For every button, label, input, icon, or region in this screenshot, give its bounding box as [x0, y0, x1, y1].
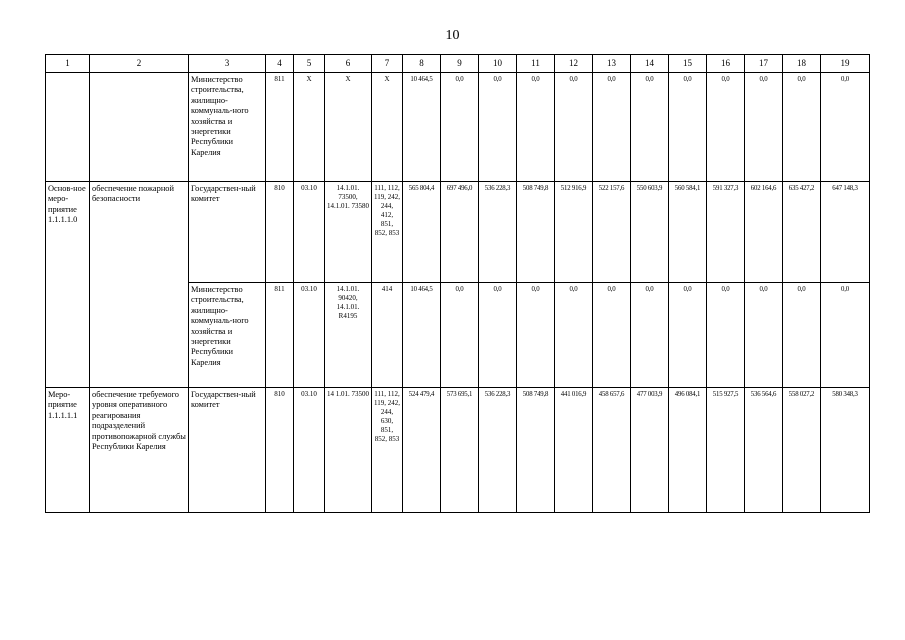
- header-cell: 1: [46, 55, 90, 73]
- header-cell: 19: [821, 55, 870, 73]
- code-cell: 111, 112, 119, 242, 244, 630, 851, 852, 853: [372, 388, 403, 513]
- header-cell: 10: [479, 55, 517, 73]
- value-cell: 512 916,9: [555, 182, 593, 283]
- executor-cell: Государствен-ный комитет: [189, 182, 266, 283]
- code-cell: 03.10: [294, 182, 325, 283]
- value-cell: 550 603,9: [631, 182, 669, 283]
- value-cell: 10 464,5: [403, 73, 441, 182]
- value-cell: 0,0: [441, 73, 479, 182]
- value-cell: 0,0: [555, 283, 593, 388]
- header-cell: 7: [372, 55, 403, 73]
- event-number-cell: Меро-приятие 1.1.1.1.1: [46, 388, 90, 513]
- value-cell: 522 157,6: [593, 182, 631, 283]
- code-cell: 811: [266, 73, 294, 182]
- value-cell: 0,0: [593, 73, 631, 182]
- event-number-cell: Основ-ное меро-приятие 1.1.1.1.0: [46, 182, 90, 388]
- value-cell: 0,0: [707, 73, 745, 182]
- code-cell: 414: [372, 283, 403, 388]
- value-cell: 602 164,6: [745, 182, 783, 283]
- value-cell: 697 496,0: [441, 182, 479, 283]
- code-cell: 14.1.01. 90420, 14.1.01. R4195: [325, 283, 372, 388]
- page-number: 10: [445, 28, 460, 43]
- value-cell: 10 464,5: [403, 283, 441, 388]
- table-header-row: [46, 55, 870, 73]
- value-cell: 0,0: [669, 73, 707, 182]
- header-cell: 3: [189, 55, 266, 73]
- header-cell: 12: [555, 55, 593, 73]
- value-cell: 458 657,6: [593, 388, 631, 513]
- executor-cell: Государствен-ный комитет: [189, 388, 266, 513]
- table-row: [46, 73, 870, 182]
- header-cell: 2: [90, 55, 189, 73]
- header-cell: 9: [441, 55, 479, 73]
- code-cell: 03.10: [294, 283, 325, 388]
- value-cell: 477 003,9: [631, 388, 669, 513]
- header-cell: 13: [593, 55, 631, 73]
- value-cell: 441 016,9: [555, 388, 593, 513]
- value-cell: 508 749,8: [517, 182, 555, 283]
- value-cell: 508 749,8: [517, 388, 555, 513]
- header-cell: 8: [403, 55, 441, 73]
- code-cell: 14.1.01. 73500, 14.1.01. 73580: [325, 182, 372, 283]
- executor-cell: Министерство строительства, жилищно-коммуналь-ного хозяйства и энергетики Республики Карелия: [189, 283, 266, 388]
- value-cell: 0,0: [669, 283, 707, 388]
- value-cell: 635 427,2: [783, 182, 821, 283]
- header-cell: 14: [631, 55, 669, 73]
- code-cell: 03.10: [294, 388, 325, 513]
- budget-table: [45, 54, 870, 513]
- header-cell: 17: [745, 55, 783, 73]
- value-cell: 0,0: [593, 283, 631, 388]
- value-cell: 0,0: [631, 73, 669, 182]
- value-cell: 573 695,1: [441, 388, 479, 513]
- table-row: [46, 182, 870, 283]
- event-number-cell: [46, 73, 90, 182]
- executor-cell: Министерство строительства, жилищно-коммуналь-ного хозяйства и энергетики Республики Карелия: [189, 73, 266, 182]
- value-cell: 536 564,6: [745, 388, 783, 513]
- value-cell: 565 804,4: [403, 182, 441, 283]
- code-cell: Х: [325, 73, 372, 182]
- code-cell: 811: [266, 283, 294, 388]
- value-cell: 536 228,3: [479, 388, 517, 513]
- value-cell: 0,0: [783, 283, 821, 388]
- value-cell: 0,0: [821, 73, 870, 182]
- value-cell: 0,0: [517, 73, 555, 182]
- event-name-cell: [90, 73, 189, 182]
- code-cell: 14 1.01. 73500: [325, 388, 372, 513]
- event-name-cell: обеспечение пожарной безопасности: [90, 182, 189, 388]
- value-cell: 0,0: [631, 283, 669, 388]
- value-cell: 0,0: [707, 283, 745, 388]
- value-cell: 0,0: [441, 283, 479, 388]
- value-cell: 647 148,3: [821, 182, 870, 283]
- table-row: [46, 388, 870, 513]
- value-cell: 0,0: [479, 73, 517, 182]
- value-cell: 496 084,1: [669, 388, 707, 513]
- code-cell: Х: [372, 73, 403, 182]
- value-cell: 524 479,4: [403, 388, 441, 513]
- header-cell: 18: [783, 55, 821, 73]
- value-cell: 580 348,3: [821, 388, 870, 513]
- value-cell: 0,0: [555, 73, 593, 182]
- event-name-cell: обеспечение требуемого уровня оперативного реагирования подразделений противопожарной службы Республики Карелия: [90, 388, 189, 513]
- value-cell: 0,0: [821, 283, 870, 388]
- code-cell: 810: [266, 388, 294, 513]
- value-cell: 558 027,2: [783, 388, 821, 513]
- header-cell: 5: [294, 55, 325, 73]
- value-cell: 0,0: [745, 73, 783, 182]
- value-cell: 591 327,3: [707, 182, 745, 283]
- header-cell: 4: [266, 55, 294, 73]
- value-cell: 560 584,1: [669, 182, 707, 283]
- value-cell: 0,0: [745, 283, 783, 388]
- value-cell: 0,0: [479, 283, 517, 388]
- value-cell: 536 228,3: [479, 182, 517, 283]
- header-cell: 6: [325, 55, 372, 73]
- value-cell: 0,0: [517, 283, 555, 388]
- header-cell: 16: [707, 55, 745, 73]
- code-cell: 111, 112, 119, 242, 244, 412, 851, 852, 853: [372, 182, 403, 283]
- header-cell: 15: [669, 55, 707, 73]
- code-cell: 810: [266, 182, 294, 283]
- code-cell: Х: [294, 73, 325, 182]
- header-cell: 11: [517, 55, 555, 73]
- value-cell: 515 927,5: [707, 388, 745, 513]
- value-cell: 0,0: [783, 73, 821, 182]
